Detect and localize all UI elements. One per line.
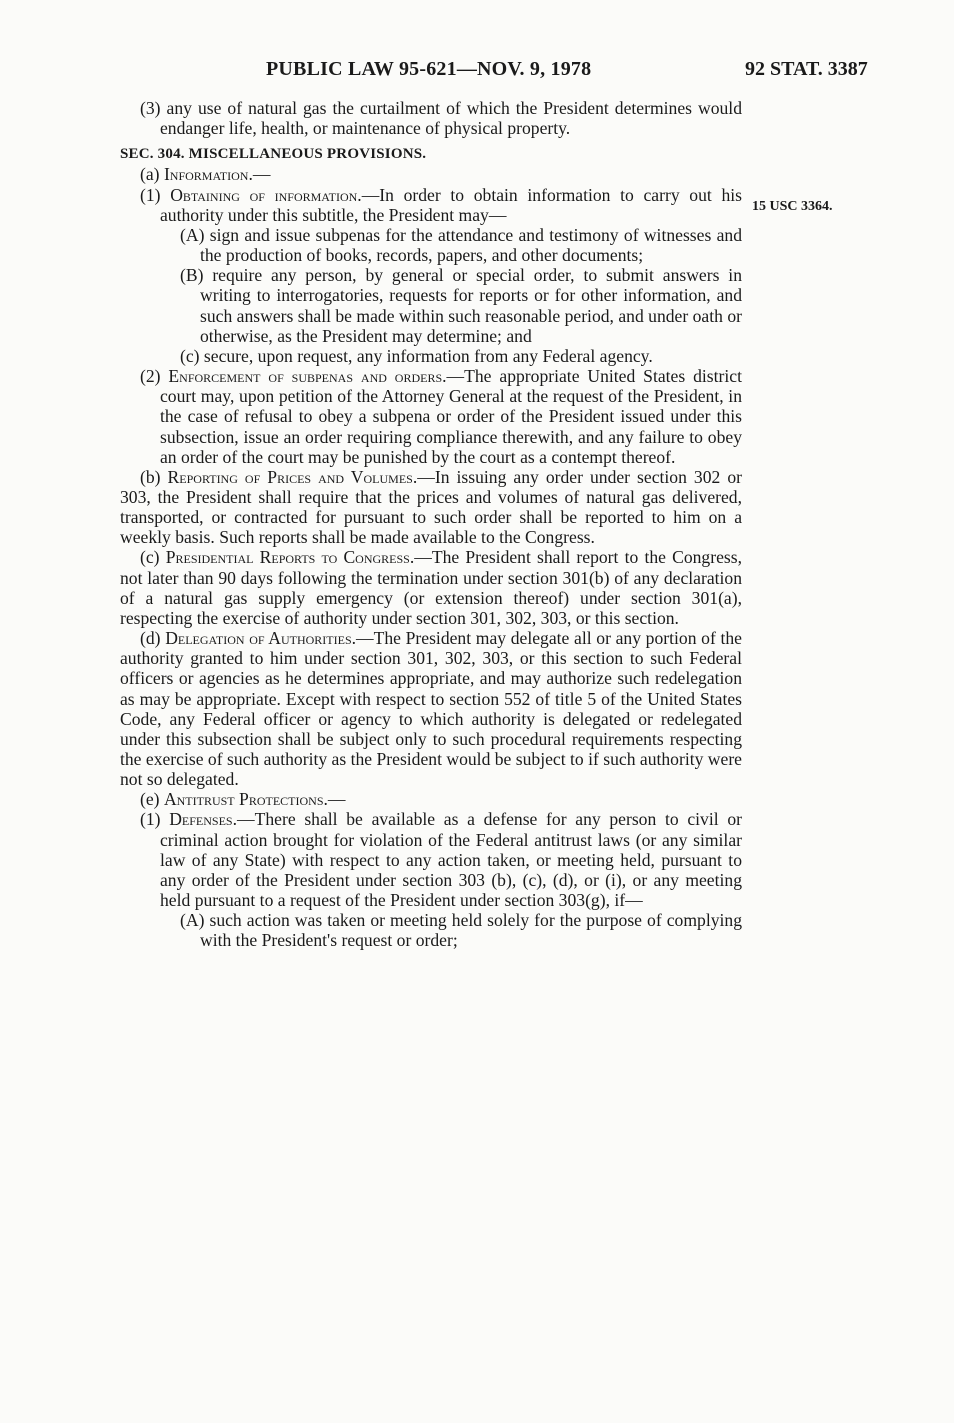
paragraph-a1-caption: Obtaining of information. — [170, 184, 362, 205]
subsection-a-label: (a) — [140, 164, 164, 185]
subsection-c-label: (c) — [140, 547, 166, 568]
subsection-c — [120, 547, 742, 628]
subsection-d — [120, 628, 742, 789]
subsection-e-caption: Antitrust Protections.— — [163, 789, 346, 810]
statute-page-number: 92 STAT. 3387 — [745, 58, 868, 80]
clause-a1B: (B) require any person, by general or special order, to submit answers in writing to interrogatories, requests for reports or for other information, and such answers shall be made within such reasonable period, and under oath or otherwise, as the President may determine; and — [180, 265, 742, 346]
paragraph-a2-label: (2) — [140, 366, 169, 387]
paragraph-a2-text: —The appropriate United States district court may, upon petition of the Attorney General at the request of the President, in the case of refusal to obey a subpena or order of the President issued under this subsection, issue an order requiring compliance therewith, and any failure to obey an order of the court may be punished by the court as a contempt thereof. — [160, 366, 742, 467]
subsection-b-label: (b) — [140, 466, 168, 487]
subsection-a — [120, 164, 742, 184]
subsection-e-label: (e) — [140, 789, 164, 810]
subsection-b-caption: Reporting of Prices and Volumes. — [167, 466, 418, 487]
paragraph-3 — [120, 98, 742, 138]
paragraph-e1 — [120, 809, 742, 910]
clause-a1C: (c) secure, upon request, any information from any Federal agency. — [180, 345, 653, 366]
subsection-d-text: —The President may delegate all or any portion of the authority granted to him under section 301, 302, 303, or this section to such Federal officers or agencies as he determines appropriate, and may authorize such redelegation as may be appropriate. Except with respect to section 552 of title 5 of the United States Code, any Federal officer or agency to which authority is delegated or redelegated under this subsection shall be subject only to such procedural requirements respecting the exercise of such authority as the President would be subject to if such authority were not so delegated. — [120, 628, 742, 790]
paragraph-e1-caption: Defenses. — [169, 809, 238, 830]
statute-body — [120, 98, 742, 951]
subsection-b-text: —In issuing any order under section 302 or 303, the President shall require that the prices and volumes of natural gas delivered, transported, or contracted for pursuant to such order shall be reported to him on a weekly basis. Such reports shall be made available to the Congress. — [120, 466, 742, 548]
subsection-d-label: (d) — [140, 628, 166, 649]
paragraph-3-text: (3) any use of natural gas the curtailment of which the President determines would endanger life, health, or maintenance of physical property. — [140, 98, 742, 139]
subsection-c-caption: Presidential Reports to Congress. — [165, 547, 415, 568]
clause-a1A: (A) sign and issue subpenas for the attendance and testimony of witnesses and the production of books, records, papers, and other documents; — [180, 224, 742, 266]
paragraph-a2-caption: Enforcement of subpenas and orders. — [168, 366, 447, 387]
subsection-a-caption: Information.— — [163, 164, 271, 185]
subsection-e — [120, 789, 742, 809]
paragraph-e1-text: —There shall be available as a defense for any person to civil or criminal action brought for violation of the Federal antitrust laws (or any similar law of any State) with respect to any action taken, or meeting held, pursuant to any order of the President under section 303 (b), (c), (d), or (i), or any meeting held pursuant to a request of the President under section 303(g), if— — [160, 809, 742, 911]
paragraph-a1-label: (1) — [140, 184, 171, 205]
section-heading: SEC. 304. MISCELLANEOUS PROVISIONS. — [120, 146, 427, 163]
subsection-c-text: —The President shall report to the Congress, not later than 90 days following the termination under section 301(b) of any declaration of a natural gas supply emergency (or extension thereof) under section 301(a), respecting the exercise of authority under section 301, 302, 303, or this section. — [120, 547, 742, 628]
page-header-title: PUBLIC LAW 95-621—NOV. 9, 1978 — [266, 58, 592, 80]
paragraph-a1 — [120, 185, 742, 225]
subsection-d-caption: Delegation of Authorities. — [165, 628, 357, 649]
paragraph-e1-label: (1) — [140, 809, 170, 830]
margin-citation: 15 USC 3364. — [752, 199, 833, 214]
paragraph-a1-text: —In order to obtain information to carry out his authority under this subtitle, the President may— — [160, 184, 742, 225]
clause-e1A: (A) such action was taken or meeting held solely for the purpose of complying with the President's request or order; — [180, 910, 742, 951]
subsection-b — [120, 467, 742, 548]
paragraph-a2 — [120, 366, 742, 467]
